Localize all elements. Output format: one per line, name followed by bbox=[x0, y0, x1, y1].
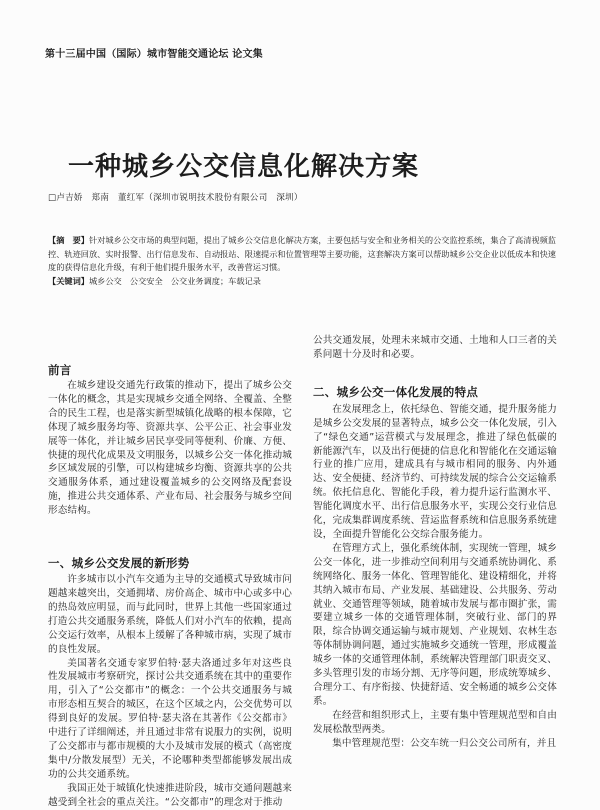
abstract-text: 针对城乡公交市场的典型问题，提出了城乡公交信息化解决方案，主要包括与安全和业务相关的公交监控系统，集合了高清视频监控、轨迹回放、实时报警、出行信息发布、自动报站、限速提示和位置管理等主要功能，这套解决方案可以帮助城乡公交企业以低成本和快速度的获得信息化升级，有利于他们提升服务水平，改善营运习惯。 bbox=[48, 235, 556, 273]
keywords bbox=[48, 275, 556, 289]
section-1-heading: 一、城乡公交发展的新形势 bbox=[48, 556, 190, 571]
abstract-label: 【摘 要】 bbox=[48, 235, 89, 245]
author-line: □卢吉娇 郑南 董红军（深圳市锐明技术股份有限公司 深圳） bbox=[48, 193, 303, 203]
section-2-paragraph: 集中管理规范型：公交车统一归公交公司所有，并且 bbox=[332, 737, 557, 749]
abstract-block bbox=[48, 234, 556, 288]
preface-heading: 前言 bbox=[48, 363, 72, 377]
preface-paragraph: 在城乡建设交通先行政策的推动下，提出了城乡公交一体化的概念，其是实现城乡交通全网络、全覆盖、全整合的民生工程，也是落实新型城镇化战略的根本保障，它体现了城乡服务均等、资源共享、公平公正、社会事业发展等一体化，并让城乡居民享受同等便利、价廉、方便、快捷的现代化成果及文明服务，以城乡公交一体化推动城乡区域发展的引擎，可以构建城乡均衡、资源共享的公共交通服务体系，通过建设覆盖城乡的公交网络及配套设施，推进公共交通体系、产业布局、社会服务与城乡空间形态结构。 bbox=[48, 380, 292, 517]
section-2-paragraph: 在管理方式上，强化系统体制，实现统一管理，城乡公交一体化，进一步推动空间利用与交通系统协调化、系统网络化、服务一体化、管理智能化、建设精细化，并将其纳入城市布局、产业发展、基础建设、公共服务、劳动就业、交通管理等领域，随着城市发展与都市圈扩张，需要建立城乡一体的交通管理体制，突破行业、部门的界限，综合协调交通运输与城市规划、产业规划、农林生态等体制协调问题，通过实施城乡交通统一管理，形成覆盖城乡一体的交通管理体制，系统解决管理部门职责交叉、多头管理引发的市场分割、无序等问题，形成统筹城乡、合理分工、有序衔接、快捷舒适、安全畅通的城乡公交体系。 bbox=[313, 542, 557, 707]
section-1-paragraph: 许多城市以小汽车交通为主导的交通模式导致城市问题越来越突出，交通拥堵、房价高企、城市中心或多中心的热岛效应明显，而与此同时，世界上其他一些国家通过打造公共交通服务系统，降低人们对小汽车的依赖，提高公交运行效率，从根本上缓解了各种城市病，实现了城市的良性发展。 bbox=[48, 574, 292, 655]
right-column bbox=[313, 334, 557, 750]
section-2-paragraph: 在经营和组织形式上，主要有集中管理规范型和自由发展松散型两类。 bbox=[313, 709, 557, 735]
running-head: 第十三届中国（国际）城市智能交通论坛 论文集 bbox=[45, 49, 263, 60]
section-1-paragraph: 美国著名交通专家罗伯特·瑟夫洛通过多年对这些良性发展城市考察研究，探讨公共交通系统在其中的重要作用，引入了“公交都市”的概念：一个公共交通服务与城市形态相互契合的城区，在这个区域之内，公交优势可以得到良好的发展。罗伯特·瑟夫洛在其著作《公交都市》中进行了详细阐述，并且通过非常有说服力的实例，说明了公交都市与都市规模的大小及城市发展的模式（高密度集中/分散发展型）无关，不论哪种类型都能够发展出成功的公共交通系统。 bbox=[48, 657, 292, 780]
keywords-label: 【关键词】 bbox=[48, 275, 89, 286]
abstract bbox=[48, 234, 556, 275]
section-2-heading: 二、城乡公交一体化发展的特点 bbox=[313, 384, 479, 399]
section-2-paragraph: 在发展理念上，依托绿色、智能交通，提升服务能力是城乡公交发展的显著特点，城乡公交一体化发展，引入了“绿色交通”运营模式与发展理念，推进了绿色低碳的新能源汽车，以及出行便捷的信息化和智能化在交通运输行业的推广应用，建成具有与城市相同的服务、内外通达、安全便捷、经济节约、可持续发展的综合公交运输系统。依托信息化、智能化手段，着力提升运行监测水平、智能化调度水平、出行信息服务水平，实现公交行业信息化，完成集群调度系统、营运监督系统和信息服务系统建设，全面提升智能化公交综合服务能力。 bbox=[313, 403, 557, 540]
left-column bbox=[48, 362, 292, 809]
section-1-paragraph: 我国正处于城镇化快速推进阶段，城市交通问题越来越受到全社会的重点关注。“公交都市”的理念对于推动 bbox=[48, 782, 292, 808]
keywords-text: 城乡公交 公交安全 公交业务调度；车载记录 bbox=[88, 275, 261, 286]
section-1-continuation: 公共交通发展，处理未来城市交通、土地和人口三者的关系问题十分及时和必要。 bbox=[313, 335, 557, 360]
paper-title: 一种城乡公交信息化解决方案 bbox=[68, 152, 420, 182]
